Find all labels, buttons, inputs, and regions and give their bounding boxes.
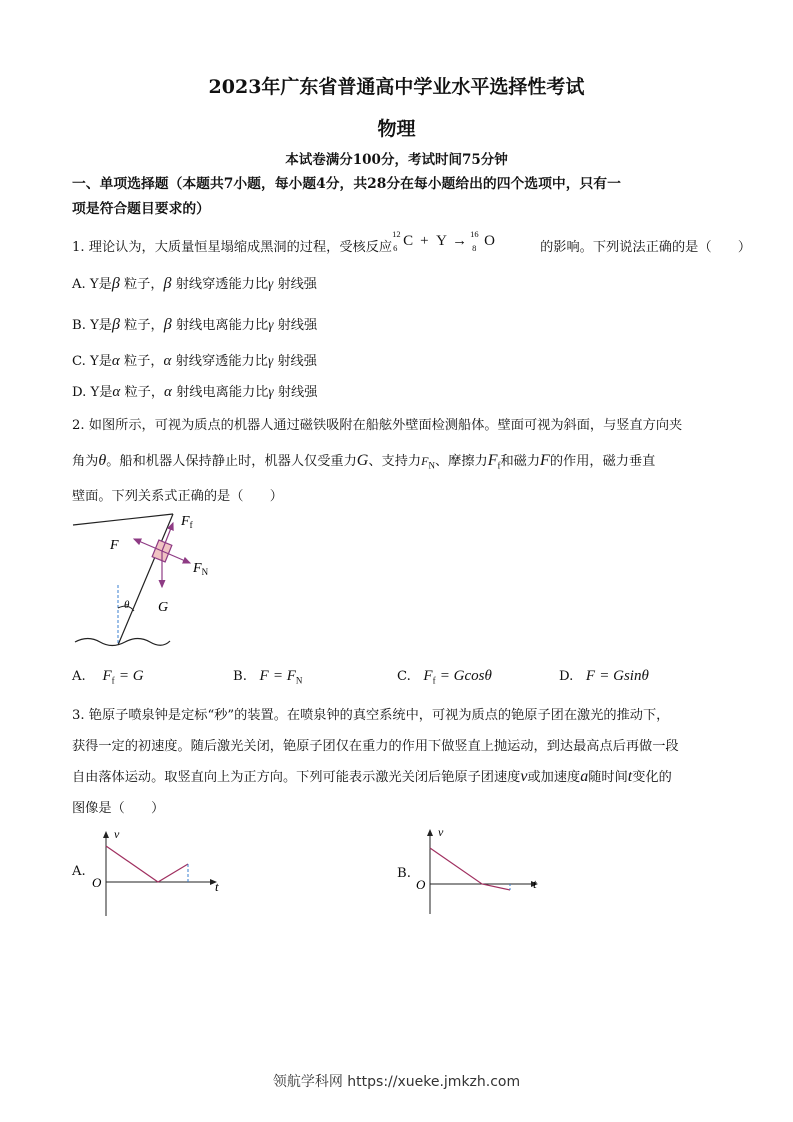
velocity-line [106, 846, 188, 882]
origin-label: O [92, 875, 102, 890]
y-axis-label: v [438, 826, 444, 839]
x-axis-label: t [533, 876, 537, 891]
q1-option-d: D. Y是α 粒子，α 射线电离能力比γ 射线强 [72, 384, 318, 400]
exam-info: 本试卷满分100分，考试时间75分钟 [285, 152, 508, 168]
label-f: F [110, 538, 119, 553]
o-symbol: O [484, 233, 495, 249]
q1-option-b: B. Y是β 粒子，β 射线电离能力比γ 射线强 [72, 316, 318, 333]
water-surface [75, 639, 170, 646]
q1-option-a: A. Y是β 粒子，β 射线穿透能力比γ 射线强 [72, 275, 317, 292]
o-mass-number: 16 [470, 229, 479, 239]
q3-stem-line3: 自由落体运动。取竖直向上为正方向。下列可能表示激光关闭后铯原子团速度v或加速度a随时间t变化的 [72, 768, 672, 785]
q2-option-b: B. $F = F_N$ [233, 668, 303, 686]
q1-stem-prefix: 1. 理论认为，大质量恒星塌缩成黑洞的过程，受核反应 [72, 240, 393, 255]
q2-stem-line2: 角为θ。船和机器人保持静止时，机器人仅受重力G、支持力$F_N$、摩擦力$F_f$和磁力F的作用，磁力垂直 [72, 452, 656, 471]
page-footer: 领航学科网 https://xueke.jmkzh.com [272, 1074, 521, 1090]
plus-sign: + [420, 233, 429, 249]
label-g: G [158, 600, 169, 615]
q3-stem-line2: 获得一定的初速度。随后激光关闭，铯原子团仅在重力的作用下做竖直上抛运动，到达最高点后再做一段 [72, 739, 679, 754]
q2-option-c: C. $F_f = Gcos\theta$ [397, 668, 492, 686]
section-heading-cont: 项是符合题目要求的） [72, 201, 210, 217]
o-atomic-number: 8 [472, 243, 477, 253]
q1-option-c: C. Y是α 粒子，α 射线穿透能力比γ 射线强 [72, 353, 317, 369]
subject-title: 物理 [377, 118, 416, 140]
q2-force-diagram [70, 505, 250, 655]
q1-stem [72, 229, 752, 255]
section-heading: 一、单项选择题（本题共7小题，每小题4分，共28分在每小题给出的四个选项中，只有一 [72, 176, 621, 192]
q2-stem-line3: 壁面。下列关系式正确的是（ ） [72, 489, 283, 504]
q2-stem-line1: 2. 如图所示，可视为质点的机器人通过磁铁吸附在船舷外壁面检测船体。壁面可视为斜面，与竖直方向夹 [72, 418, 683, 433]
hull-wall [118, 514, 173, 645]
q3-graph-a [88, 828, 228, 918]
q3-option-b-label: B. [397, 866, 411, 881]
reaction-arrow: → [452, 233, 468, 249]
nuclear-reaction [392, 229, 540, 255]
hull-top-line [73, 514, 173, 525]
exam-title: 2023年广东省普通高中学业水平选择性考试 [208, 76, 585, 98]
y-axis-label: v [114, 828, 120, 841]
label-fn: $F_N$ [193, 561, 209, 577]
c-symbol: C [403, 233, 414, 249]
y-symbol: Y [436, 233, 447, 249]
label-theta: θ [124, 599, 130, 611]
q2-option-a: A. $F_f = G$ [72, 668, 144, 686]
x-axis-label: t [215, 879, 219, 894]
q3-stem-line1: 3. 铯原子喷泉钟是定标“秒”的装置。在喷泉钟的真空系统中，可视为质点的铯原子团在激光的推动下， [72, 708, 670, 723]
q1-stem-suffix: 的影响。下列说法正确的是（ ） [540, 240, 752, 255]
c-mass-number: 12 [392, 229, 401, 239]
q2-option-d: D. F = Gsinθ [559, 668, 649, 684]
q3-option-a-label: A. [72, 864, 86, 879]
q3-graph-b [412, 826, 552, 916]
q3-stem-line4: 图像是（ ） [72, 801, 165, 816]
origin-label: O [416, 877, 426, 892]
c-atomic-number: 6 [393, 243, 398, 253]
label-ff: $F_f$ [181, 514, 193, 530]
